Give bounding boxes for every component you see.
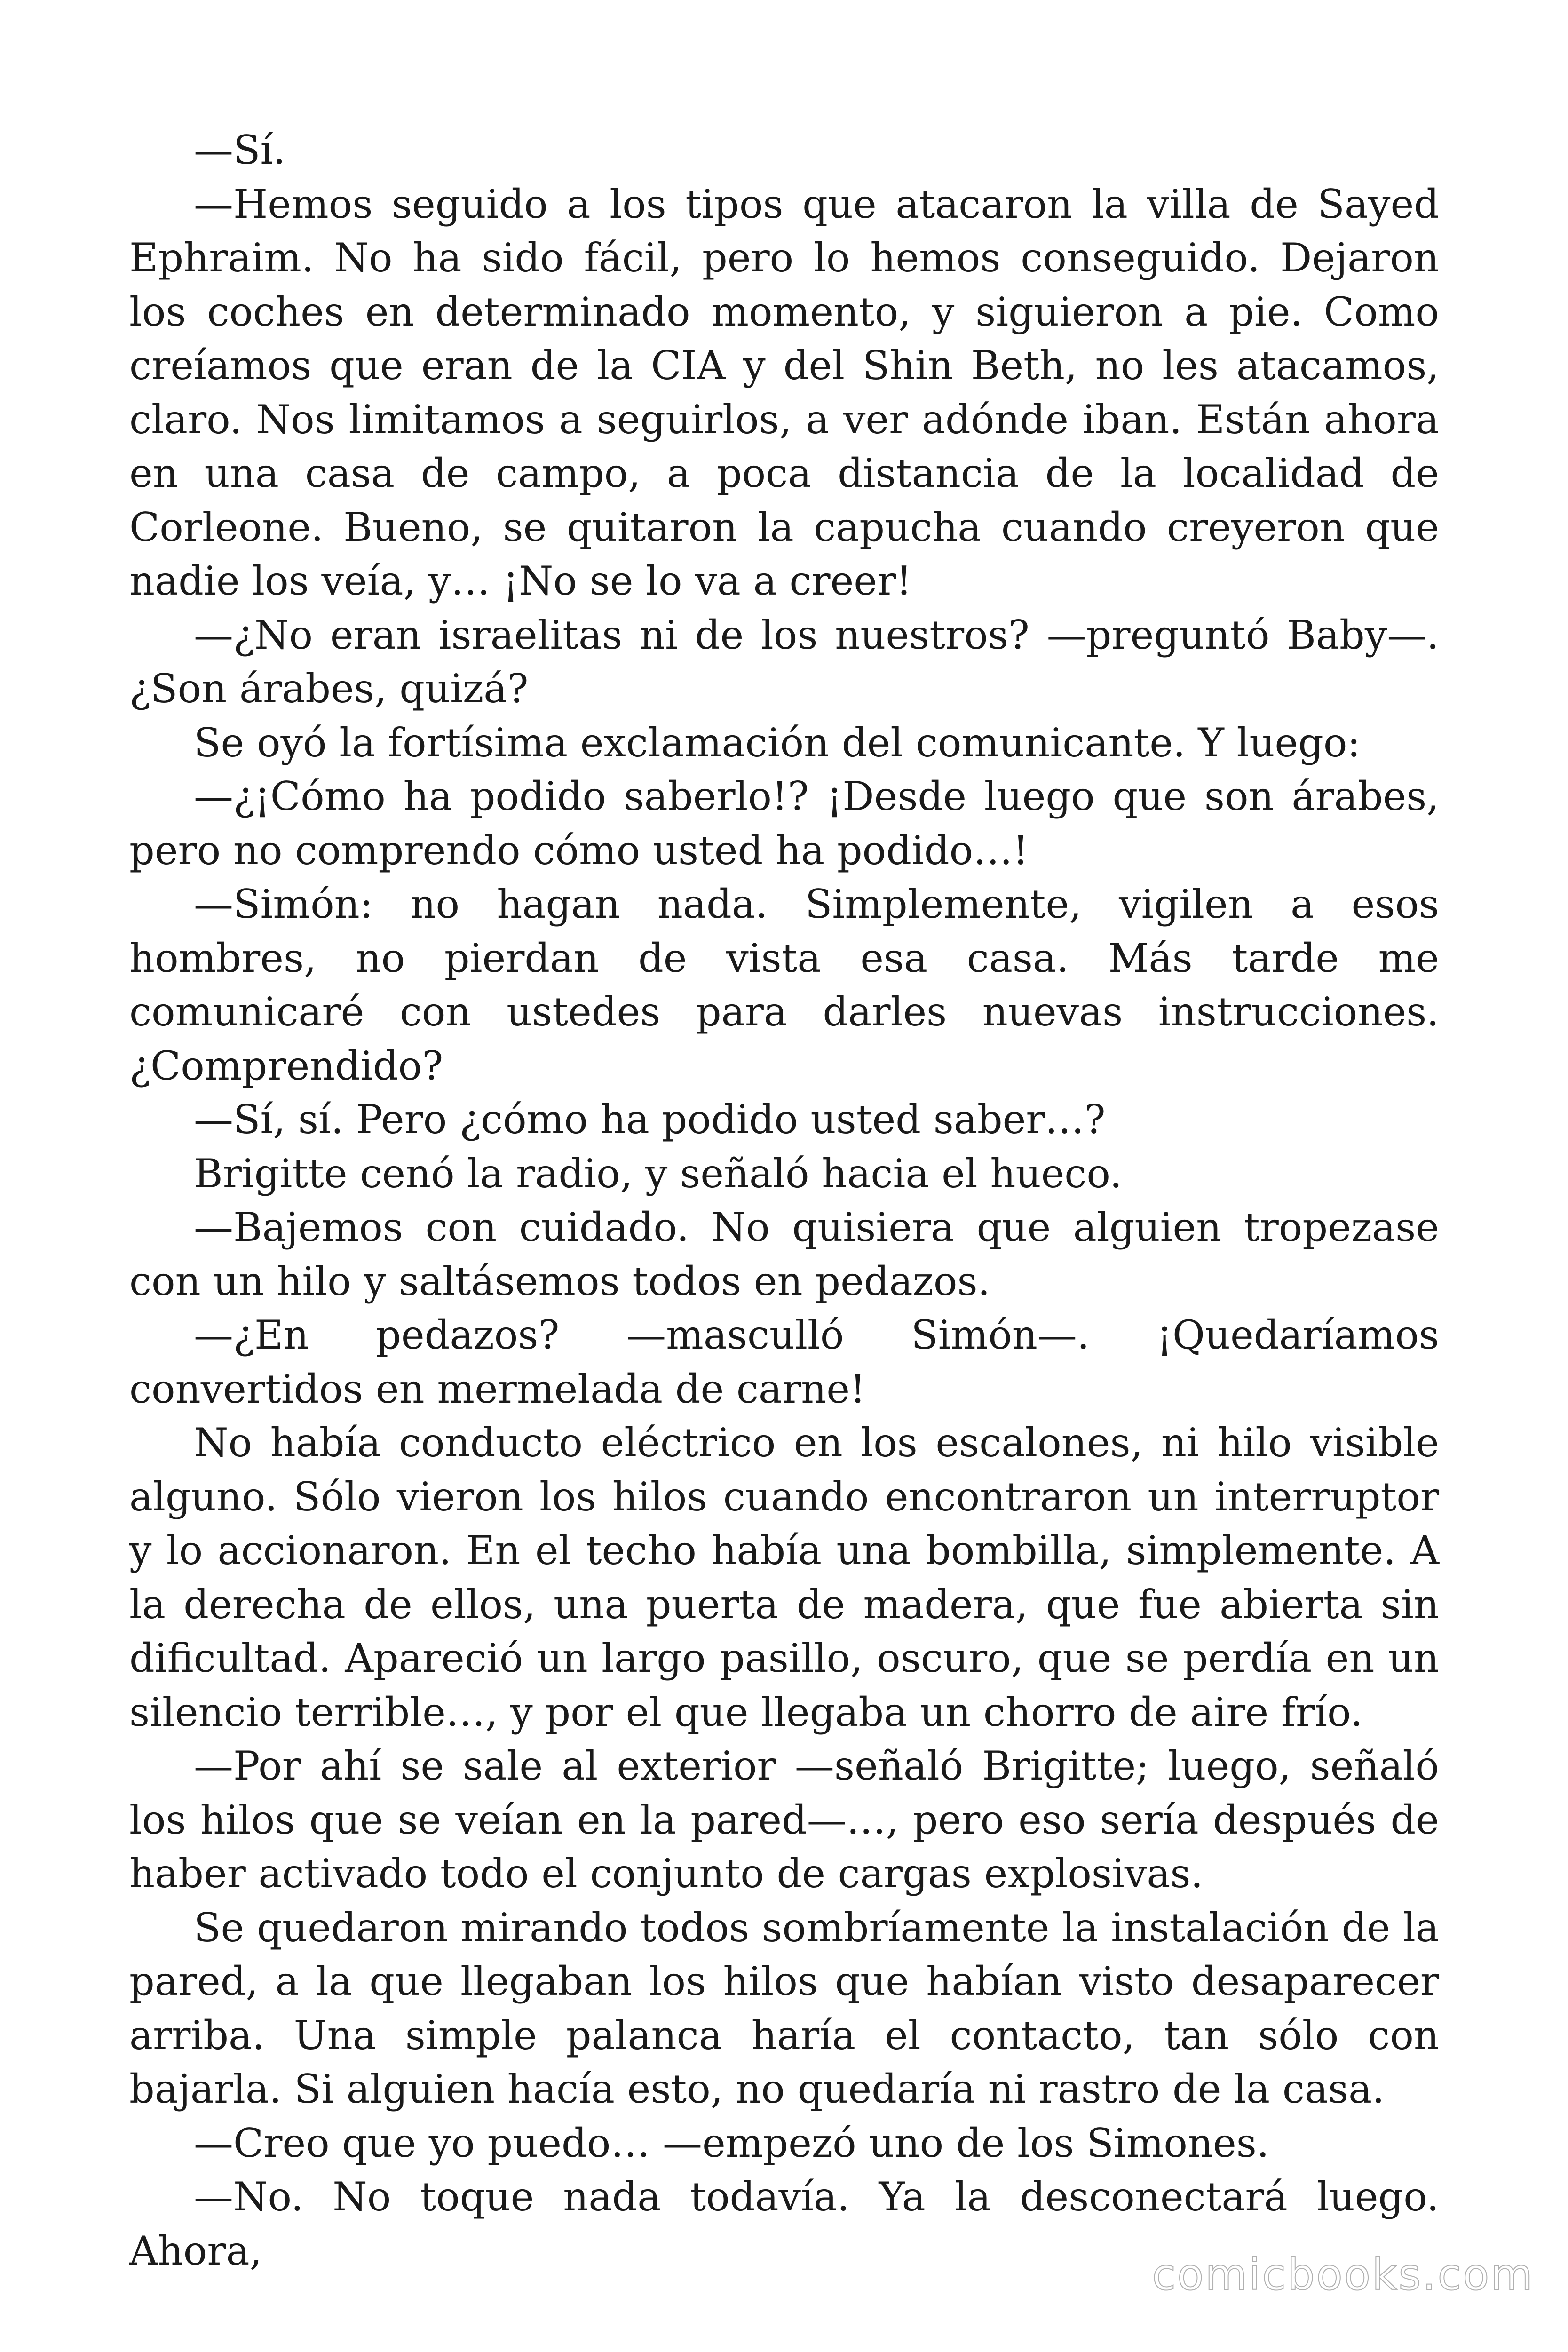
paragraph: Se quedaron mirando todos sombríamente la instalación de la pared, a la que llegaban los hilos que habían visto desaparecer arriba. Una simple palanca haría el contacto, tan sólo con bajarla. Si alguien hacía esto, no quedaría ni rastro de la casa. (129, 1904, 1439, 2112)
body-text (129, 123, 1439, 2278)
paragraph: —¿¡Cómo ha podido saberlo!? ¡Desde luego que son árabes, pero no comprendo cómo usted ha podido…! (129, 773, 1439, 874)
paragraph: —Sí. (194, 127, 286, 173)
paragraph: Se oyó la fortísima exclamación del comunicante. Y luego: (194, 719, 1361, 766)
paragraph: —¿En pedazos? —masculló Simón—. ¡Quedaríamos convertidos en mermelada de carne! (129, 1312, 1439, 1412)
paragraph: —Bajemos con cuidado. No quisiera que alguien tropezase con un hilo y saltásemos todos en pedazos. (129, 1204, 1439, 1304)
watermark: comicbooks.com (1152, 2249, 1534, 2300)
paragraph: —Sí, sí. Pero ¿cómo ha podido usted saber…? (194, 1097, 1106, 1143)
paragraph: —No. No toque nada todavía. Ya la desconectará luego. Ahora, (129, 2174, 1439, 2274)
paragraph: —Simón: no hagan nada. Simplemente, vigilen a esos hombres, no pierdan de vista esa casa. Más tarde me comunicaré con ustedes para darles nuevas instrucciones. ¿Comprendido? (129, 881, 1439, 1089)
paragraph: —Creo que yo puedo… —empezó uno de los Simones. (194, 2120, 1269, 2166)
paragraph: Brigitte cenó la radio, y señaló hacia el hueco. (194, 1150, 1123, 1197)
paragraph: No había conducto eléctrico en los escalones, ni hilo visible alguno. Sólo vieron los hilos cuando encontraron un interruptor y lo accionaron. En el techo había una bombilla, simplemente. A la derecha de ellos, una puerta de madera, que fue abierta sin dificultad. Apareció un largo pasillo, oscuro, que se perdía en un silencio terrible…, y por el que llegaba un chorro de aire frío. (129, 1420, 1439, 1735)
paragraph: —Por ahí se sale al exterior —señaló Brigitte; luego, señaló los hilos que se veían en la pared—…, pero eso sería después de haber activado todo el conjunto de cargas explosivas. (129, 1743, 1439, 1897)
paragraph: —¿No eran israelitas ni de los nuestros? —preguntó Baby—. ¿Son árabes, quizá? (129, 612, 1439, 712)
paragraph: —Hemos seguido a los tipos que atacaron la villa de Sayed Ephraim. No ha sido fácil, pero lo hemos conseguido. Dejaron los coches en determinado momento, y siguieron a pie. Como creíamos que eran de la CIA y del Shin Beth, no les atacamos, claro. Nos limitamos a seguirlos, a ver adónde iban. Están ahora en una casa de campo, a poca distancia de la localidad de Corleone. Bueno, se quitaron la capucha cuando creyeron que nadie los veía, y… ¡No se lo va a creer! (129, 181, 1439, 604)
